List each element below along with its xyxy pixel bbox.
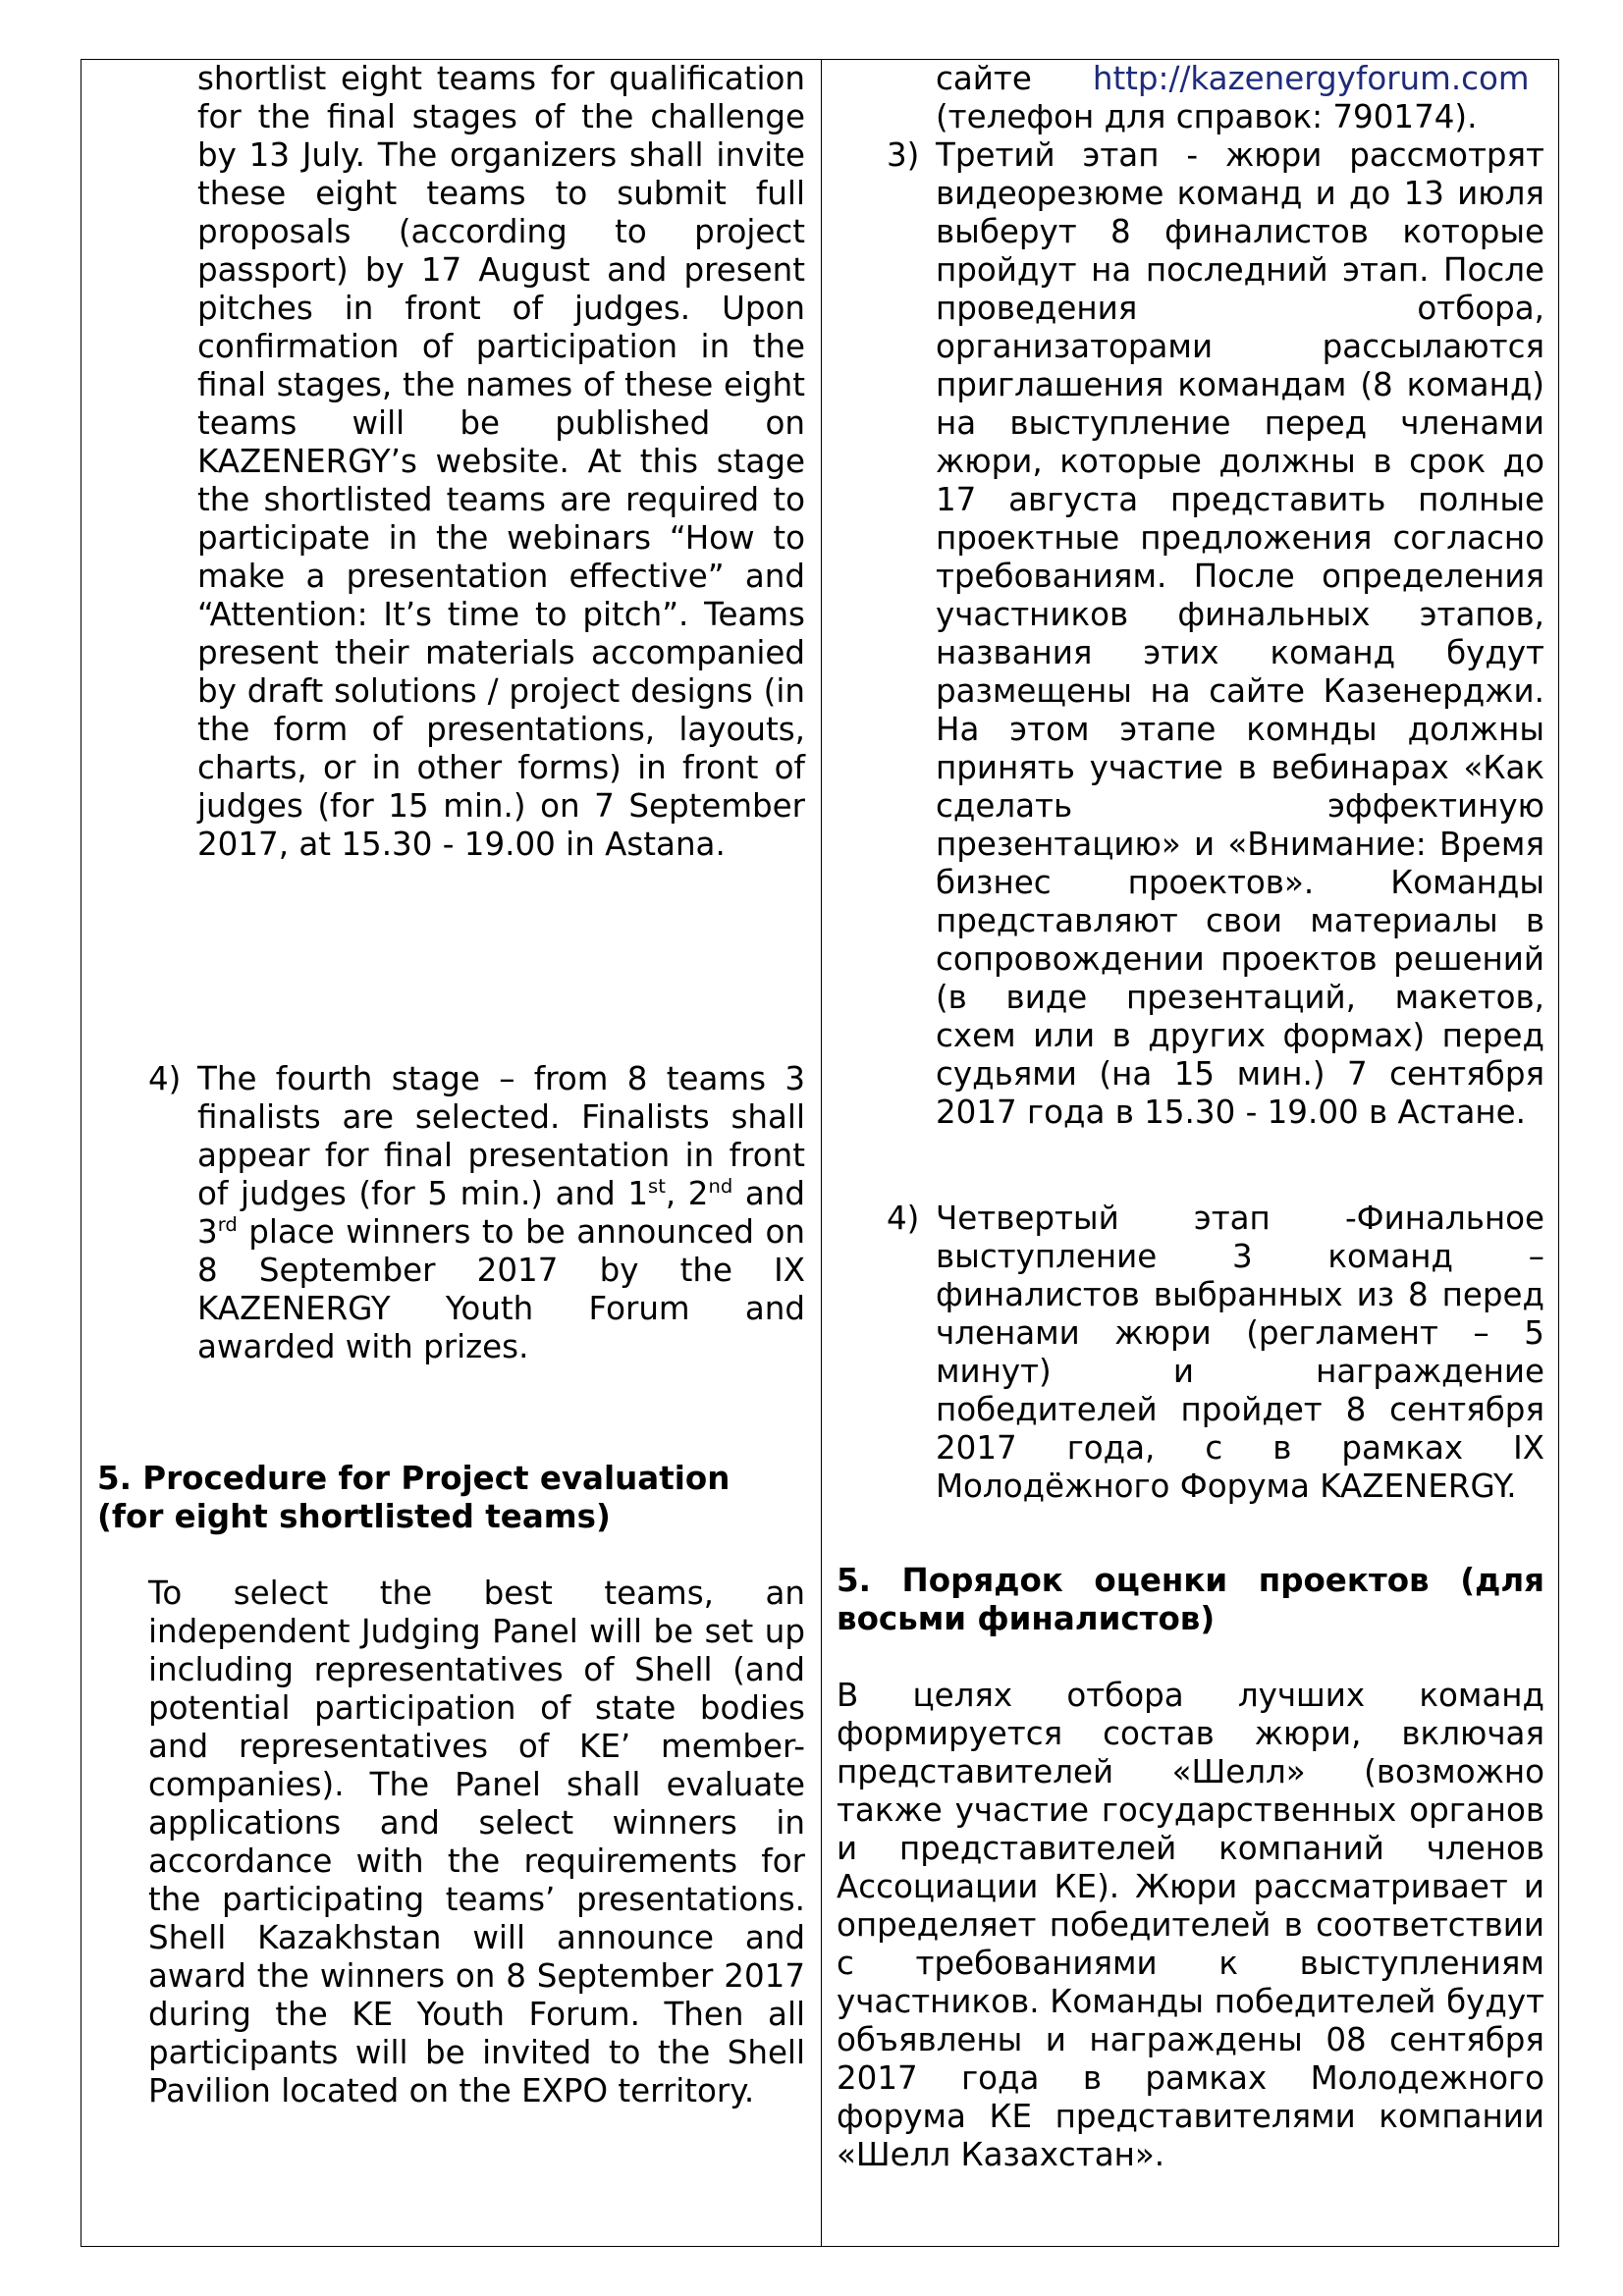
english-column: [81, 60, 821, 2246]
sup-third: rd: [217, 1213, 238, 1237]
site-prefix: сайте: [936, 60, 1032, 97]
stage3-text-ru: Третий этап - жюри рассмотрят видеорезюме команд и до 13 июля выберут 8 финалистов которые пройдут на последний этап. После проведения отбора, организаторами рассылаются приглашения командам (8 команд) на выступление перед членами жюри, которые должны в срок до 17 августа представить полные проектные предложения согласно требованиям. После определения участников финальных этапов, названия этих команд будут размещены на сайте Казенерджи. На этом этапе комнды должны принять участие в вебинарах «Как сделать эффектиную презентацию» и «Внимание: Время бизнес проектов». Команды представляют свои материалы в сопровождении проектов решений (в виде презентаций, макетов, схем или в других формах) перед судьями (на 15 мин.) 7 сентября 2017 года в 15.30 - 19.00 в Астане.: [936, 136, 1544, 1131]
sup-first: st: [648, 1175, 666, 1199]
site-link[interactable]: http://kazenergyforum.com: [1092, 60, 1530, 97]
stage3-continuation-en: shortlist eight teams for qualification for the final stages of the challenge by 13 July. The organizers shall invite these eight teams to submit full proposals (according to project passport) by 17 August and present pitches in front of judges. Upon confirmation of participation in the final stages, the names of these eight teams will be published on KAZENERGY’s website. At this stage the shortlisted teams are required to participate in the webinars “How to make a presentation effective” and “Attention: It’s time to pitch”. Teams present their materials accompanied by draft solutions / project designs (in the form of presentations, layouts, charts, or in other forms) in front of judges (for 15 min.) on 7 September 2017, at 15.30 - 19.00 in Astana.: [197, 60, 805, 863]
stage4-number-en: 4): [148, 1060, 182, 1097]
stage4-text-en: [197, 1060, 805, 1366]
sup-second: nd: [708, 1175, 733, 1199]
stage4-text-ru: Четвертый этап -Финальное выступление 3 команд – финалистов выбранных из 8 перед членами жюри (регламент – 5 минут) и награждение победителей пройдет 8 сентября 2017 года, с в рамках IX Молодёжного Форума KAZENERGY.: [936, 1200, 1544, 1505]
stage4-part1-en: The fourth stage – from 8 teams 3 finalists are selected. Finalists shall appear for final presentation in front of judges (for 5 min.) and 1: [197, 1060, 805, 1212]
document-page: [81, 59, 1559, 2247]
section5-heading-en: 5. Procedure for Project evaluation (for eight shortlisted teams): [97, 1460, 730, 1535]
site-line-ru: [936, 60, 1544, 98]
stage3-number-ru: 3): [887, 136, 920, 174]
section5-text-ru: В целях отбора лучших команд формируется состав жюри, включая представителей «Шелл» (возможно также участие государственных органов и представителей компаний членов Ассоциации КЕ). Жюри рассматривает и определяет победителей в соответствии с требованиями к выступлениям участников. Команды победителей будут объявлены и награждены 08 сентября 2017 года в рамках Молодежного форума КЕ представителями компании «Шелл Казахстан».: [837, 1677, 1544, 2173]
section5-text-en: To select the best teams, an independent Judging Panel will be set up including representatives of Shell (and potential participation of state bodies and representatives of KE’ member-companies). The Panel shall evaluate applications and select winners in accordance with the requirements for the participating teams’ presentations. Shell Kazakhstan will announce and award the winners on 8 September 2017 during the KE Youth Forum. Then all participants will be invited to the Shell Pavilion located on the EXPO territory.: [148, 1575, 805, 2109]
sep-third: and 3: [197, 1175, 805, 1251]
stage4-part2-en: place winners to be announced on 8 September 2017 by the IX KAZENERGY Youth Forum and awarded with prizes.: [197, 1213, 805, 1365]
phone-line-ru: (телефон для справок: 790174).: [936, 98, 1478, 135]
section5-heading-ru: 5. Порядок оценки проектов (для восьми финалистов): [837, 1562, 1544, 1637]
stage4-number-ru: 4): [887, 1200, 920, 1237]
russian-column: [821, 60, 1560, 2246]
sep-second: , 2: [665, 1175, 709, 1212]
